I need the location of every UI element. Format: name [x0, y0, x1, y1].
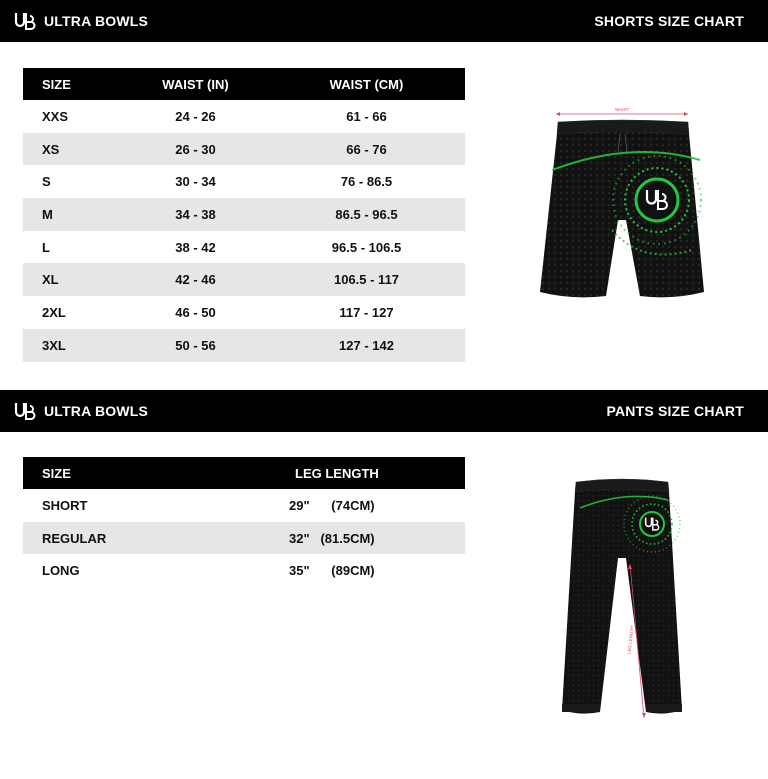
table-row [23, 165, 465, 198]
table-header-row [23, 68, 465, 100]
size-cell: SHORT [42, 497, 88, 513]
table-row [23, 522, 465, 555]
waist-cm-cell: 106.5 - 117 [268, 263, 465, 296]
shorts-banner [0, 0, 768, 42]
column-header-waist-cm: WAIST (CM) [268, 68, 465, 100]
size-cell: S [42, 174, 51, 190]
leg-length-cell: 32" (81.5CM) [173, 522, 465, 555]
brand-name: ULTRA BOWLS [44, 13, 149, 29]
waist-in-cell: 50 - 56 [123, 329, 268, 362]
table-row [23, 198, 465, 231]
table-row [23, 231, 465, 264]
pants-product-image [556, 468, 688, 726]
waist-cm-cell: 96.5 - 106.5 [331, 239, 402, 255]
table-row [23, 296, 465, 329]
table-header-row [23, 457, 465, 489]
waist-cm-cell: 66 - 76 [268, 133, 465, 166]
waist-cm-cell: 61 - 66 [346, 108, 387, 124]
size-cell: XXS [42, 108, 69, 124]
waist-in-cell: 24 - 26 [175, 108, 216, 124]
leg-length-measure-label: LEG LENGTH [626, 625, 635, 655]
brand [14, 12, 148, 30]
column-header-size: SIZE [23, 457, 173, 489]
size-cell: REGULAR [23, 522, 173, 555]
brand [14, 402, 148, 420]
size-cell: 3XL [23, 329, 123, 362]
table-row [23, 489, 465, 522]
waist-cm-cell: 127 - 142 [268, 329, 465, 362]
waist-cm-cell: 86.5 - 96.5 [268, 198, 465, 231]
table-row [23, 329, 465, 362]
waist-measure-line [556, 107, 688, 116]
ub-logo-icon [14, 12, 36, 30]
size-cell: 2XL [42, 304, 66, 320]
ub-logo-icon [14, 402, 36, 420]
waist-in-cell: 42 - 46 [123, 263, 268, 296]
size-cell: L [42, 239, 50, 255]
waist-in-cell: 30 - 34 [175, 174, 216, 190]
column-header-waist-in: WAIST (IN) [123, 68, 268, 100]
pants-size-table [23, 457, 465, 587]
leg-length-cell: 29" (74CM) [289, 497, 375, 513]
table-row [23, 133, 465, 166]
shorts-size-table [23, 68, 465, 362]
column-header-leg-length: LEG LENGTH [173, 457, 465, 489]
size-cell: M [23, 198, 123, 231]
waist-in-cell: 38 - 42 [175, 239, 216, 255]
table-row [23, 100, 465, 133]
table-row [23, 263, 465, 296]
waist-in-cell: 46 - 50 [175, 304, 216, 320]
waist-measure-label: WAIST [614, 107, 630, 112]
pants-chart-title: PANTS SIZE CHART [606, 403, 744, 419]
waist-cm-cell: 117 - 127 [339, 304, 394, 320]
shorts-chart-title: SHORTS SIZE CHART [594, 13, 744, 29]
shorts-product-image [522, 100, 722, 310]
table-row [23, 554, 465, 587]
brand-name: ULTRA BOWLS [44, 403, 149, 419]
waist-in-cell: 26 - 30 [123, 133, 268, 166]
size-cell: XL [23, 263, 123, 296]
size-cell: LONG [42, 563, 80, 579]
waist-in-cell: 34 - 38 [123, 198, 268, 231]
pants-banner [0, 390, 768, 432]
leg-length-cell: 35" (89CM) [289, 563, 375, 579]
size-cell: XS [23, 133, 123, 166]
column-header-size: SIZE [23, 68, 123, 100]
waist-cm-cell: 76 - 86.5 [340, 174, 393, 190]
